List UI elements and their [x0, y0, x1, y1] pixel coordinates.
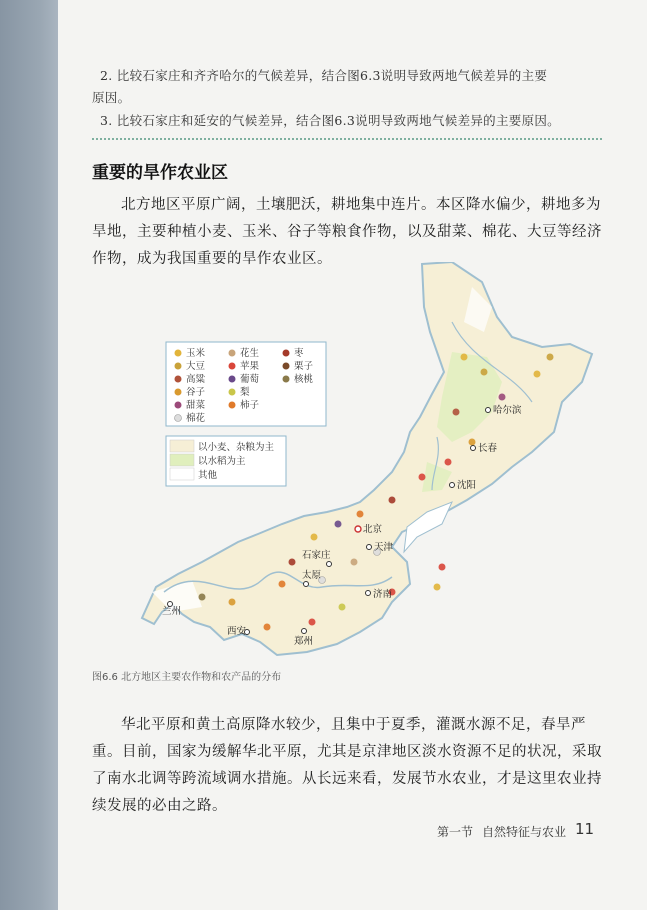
- shijiazhuang-dot: [327, 562, 332, 567]
- question-3: 3. 比较石家庄和延安的气候差异，结合图6.3说明导致两地气候差异的主要原因。: [100, 113, 560, 128]
- persimmon-icon: [229, 402, 236, 409]
- legend-sorghum: 高粱: [186, 374, 206, 385]
- north-china-crop-map: [92, 262, 604, 662]
- legend-corn: 玉米: [186, 348, 206, 359]
- legend-rice-area: 以水稻为主: [198, 456, 246, 467]
- taiyuan-dot: [304, 582, 309, 587]
- corn-icon: [175, 350, 182, 357]
- sorghum-icon: [175, 376, 182, 383]
- question-2-line2: 原因。: [92, 90, 131, 105]
- city-jinan: 济南: [373, 589, 393, 600]
- chestnut-icon: [283, 363, 290, 370]
- legend-millet: 谷子: [186, 387, 206, 398]
- city-shenyang: 沈阳: [457, 480, 477, 491]
- question-2-line1: 2. 比较石家庄和齐齐哈尔的气候差异，结合图6.3说明导致两地气候差异的主要: [100, 68, 548, 83]
- peanut-icon: [229, 350, 236, 357]
- page-number: 11: [575, 820, 595, 838]
- jinan-dot: [366, 591, 371, 596]
- pear-icon: [229, 389, 236, 396]
- legend-chestnut: 栗子: [294, 361, 314, 372]
- city-harbin: 哈尔滨: [493, 405, 522, 416]
- book-spine-shadow: [0, 0, 58, 910]
- shenyang-dot: [450, 483, 455, 488]
- legend-areas: [166, 436, 286, 486]
- intro-line3: 作物，成为我国重要的旱作农业区。: [92, 251, 332, 267]
- body2-line4: 续发展的必由之路。: [92, 798, 227, 814]
- figure-caption: 图6.6 北方地区主要农作物和农产品的分布: [92, 672, 282, 683]
- city-shijiazhuang: 石家庄: [302, 550, 331, 561]
- city-tianjin: 天津: [374, 542, 394, 553]
- legend-jujube: 枣: [294, 348, 304, 359]
- harbin-dot: [486, 408, 491, 413]
- millet-icon: [175, 389, 182, 396]
- beet-icon: [175, 402, 182, 409]
- city-xian: 西安: [227, 626, 247, 637]
- body2-line2: 重。目前，国家为缓解华北平原，尤其是京津地区淡水资源不足的状况，采取: [92, 744, 602, 760]
- rice-area-swatch: [170, 454, 194, 466]
- legend-beet: 甜菜: [186, 400, 206, 411]
- city-lanzhou: 兰州: [162, 606, 182, 617]
- wheat-area-swatch: [170, 440, 194, 452]
- jujube-icon: [283, 350, 290, 357]
- legend-wheat-area: 以小麦、杂粮为主: [198, 442, 275, 453]
- body2-line3: 了南水北调等跨流域调水措施。从长远来看，发展节水农业，才是这里农业持: [92, 771, 602, 787]
- changchun-dot: [471, 446, 476, 451]
- intro-line2: 旱地，主要种植小麦、玉米、谷子等粮食作物，以及甜菜、棉花、大豆等经济: [92, 224, 602, 240]
- legend-apple: 苹果: [240, 361, 260, 372]
- legend-walnut: 核桃: [294, 374, 314, 385]
- tianjin-dot: [367, 545, 372, 550]
- city-changchun: 长春: [478, 443, 498, 454]
- legend-pear: 梨: [240, 387, 250, 398]
- walnut-icon: [283, 376, 290, 383]
- legend-persimmon: 柿子: [240, 400, 260, 411]
- dotted-divider: [92, 138, 602, 140]
- legend-soybean: 大豆: [186, 361, 206, 372]
- city-beijing: 北京: [363, 524, 383, 535]
- cotton-icon: [175, 415, 182, 422]
- apple-icon: [229, 363, 236, 370]
- body2-line1: 华北平原和黄土高原降水较少，且集中于夏季，灌溉水源不足，春旱严: [121, 717, 586, 733]
- footer-chapter: 自然特征与农业: [482, 825, 567, 839]
- legend-grape: 葡萄: [240, 374, 260, 385]
- grape-icon: [229, 376, 236, 383]
- city-taiyuan: 太原: [302, 570, 322, 581]
- soybean-icon: [175, 363, 182, 370]
- legend-other-area: 其他: [198, 470, 218, 481]
- footer-section: 第一节: [437, 825, 474, 839]
- section-title: 重要的旱作农业区: [92, 163, 228, 183]
- zhengzhou-dot: [302, 629, 307, 634]
- legend-peanut: 花生: [240, 348, 260, 359]
- beijing-dot: [355, 526, 361, 532]
- other-area-swatch: [170, 468, 194, 480]
- legend-cotton: 棉花: [186, 413, 206, 424]
- intro-line1: 北方地区平原广阔，土壤肥沃，耕地集中连片。本区降水偏少，耕地多为: [121, 197, 601, 213]
- city-zhengzhou: 郑州: [294, 636, 314, 647]
